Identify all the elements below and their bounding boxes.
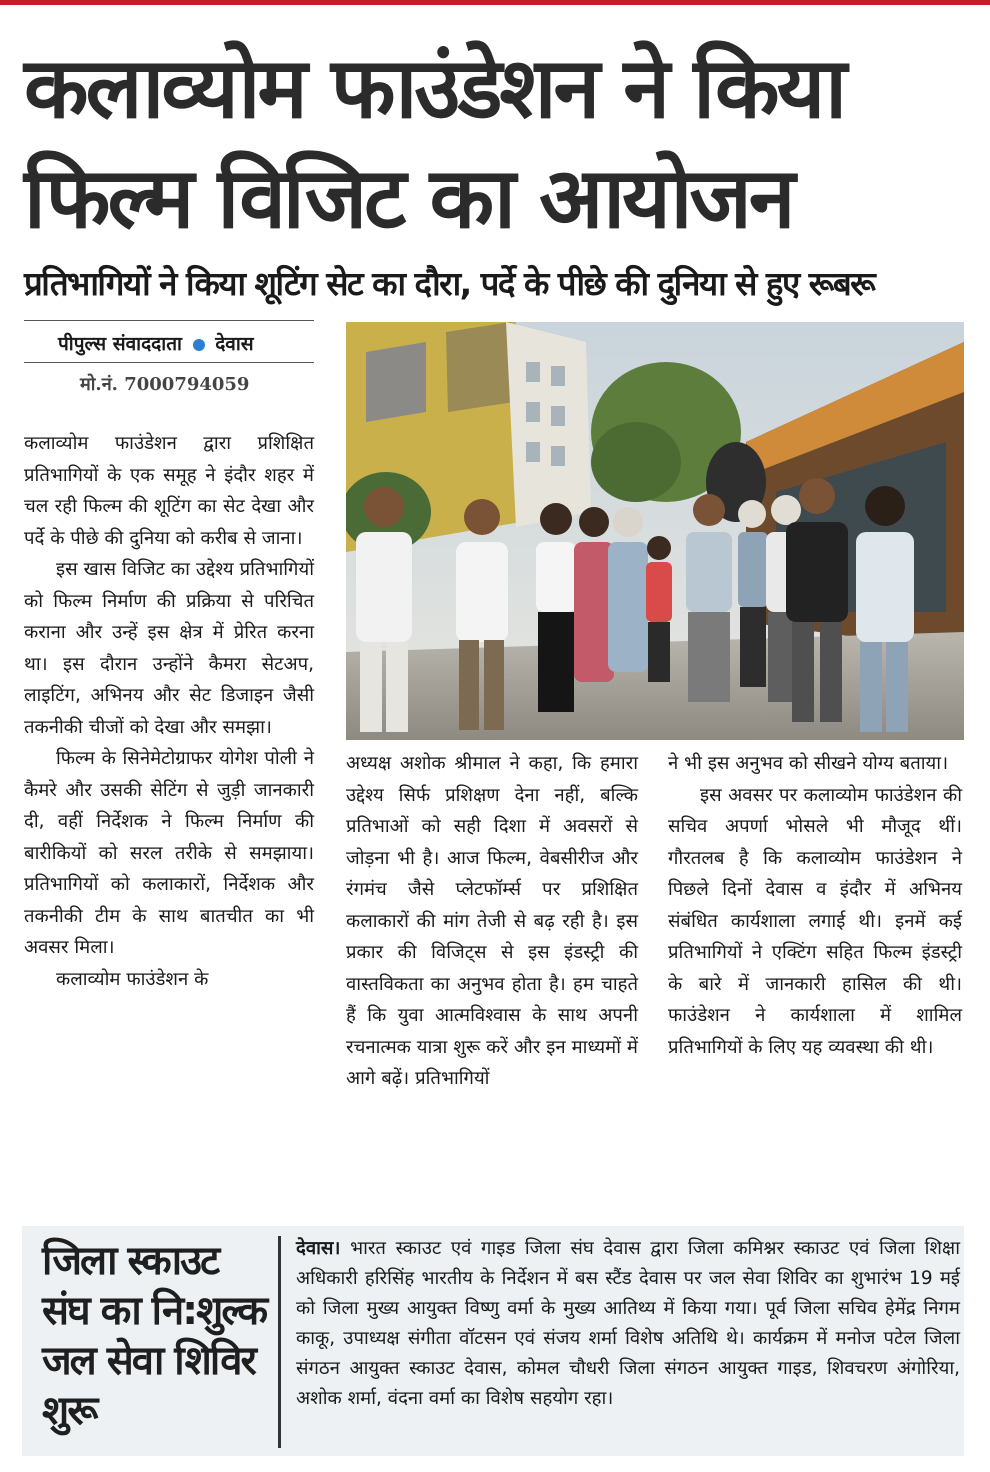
reporter-name: पीपुल्स संवाददाता	[58, 333, 182, 355]
paragraph: इस अवसर पर कलाव्योम फाउंडेशन की सचिव अपर्णा भोसले भी मौजूद थीं। गौरतलब है कि कलाव्योम फाउंडेशन ने पिछले दिनों देवास व इंदौर में अभिनय संबंधित कार्यशाला लगाई थी। इनमें कई प्रतिभागियों ने एक्टिंग सहित फिल्म इंडस्ट्री के बारे में जानकारी हासिल की थी। फाउंडेशन ने कार्यशाला में शामिल प्रतिभागियों के लिए यह व्यवस्था की थी।	[668, 784, 962, 1058]
brief-text: भारत स्काउट एवं गाइड जिला संघ देवास द्वारा जिला कमिश्नर स्काउट एवं जिला शिक्षा अधिकारी हरिसिंह भारतीय के निर्देशन में बस स्टैंड देवास पर जल सेवा शिविर का शुभारंभ 19 मई को जिला मुख्य आयुक्त विष्णु वर्मा के मुख्य आतिथ्य में किया गया। पूर्व जिला सचिव हेमेंद्र निगम काकू, उपाध्यक्ष संगीता वॉटसन एवं संजय शर्मा विशेष अतिथि थे। कार्यक्रम में मनोज पटेल जिला संगठन आयुक्त स्काउट देवास, कोमल चौधरी जिला संगठन आयुक्त गाइड, शिवचरण अंगोरिया, अशोक शर्मा, वंदना वर्मा का विशेष सहयोग रहा।	[296, 1238, 960, 1409]
byline-dot-icon	[193, 339, 205, 351]
byline	[58, 330, 254, 358]
brief-divider	[278, 1236, 281, 1448]
subheadline: प्रतिभागियों ने किया शूटिंग सेट का दौरा, पर्दे के पीछे की दुनिया से हुए रूबरू	[24, 264, 875, 303]
group-photo	[346, 322, 964, 740]
article-column-2	[346, 748, 638, 1095]
byline-city: देवास	[215, 333, 254, 355]
paragraph: कलाव्योम फाउंडेशन द्वारा प्रशिक्षित प्रतिभागियों के एक समूह ने इंदौर शहर में चल रही फिल्म की शूटिंग का सेट देखा और पर्दे के पीछे की दुनिया को करीब से जाना।	[24, 433, 314, 549]
article-column-1	[24, 428, 314, 995]
byline-bottom-rule	[24, 362, 314, 363]
paragraph: अध्यक्ष अशोक श्रीमाल ने कहा, कि हमारा उद्देश्य सिर्फ प्रशिक्षण देना नहीं, बल्कि प्रतिभाओं को सही दिशा में अवसरों से जोड़ना भी है। आज फिल्म, वेबसीरीज और रंगमंच जैसे प्लेटफॉर्म्स पर प्रशिक्षित कलाकारों की मांग तेजी से बढ़ रही है। इस प्रकार की विजिट्स से इस इंडस्ट्री की वास्तविकता का अनुभव होता है। हम चाहते हैं कि युवा आत्मविश्वास के साथ अपनी रचनात्मक यात्रा शुरू करें और इन माध्यमों में आगे बढ़ें। प्रतिभागियों	[346, 753, 638, 1089]
top-red-rule	[0, 0, 990, 5]
brief-body	[296, 1234, 960, 1414]
reporter-phone: मो.नं. 7000794059	[80, 374, 250, 395]
headline-line-1: कलाव्योम फाउंडेशन ने किया	[24, 39, 844, 137]
headline-line-2: फिल्म विजिट का आयोजन	[24, 149, 793, 247]
paragraph: कलाव्योम फाउंडेशन के	[56, 968, 209, 990]
brief-title: जिला स्काउट संघ का नि:शुल्क जल सेवा शिविर शुरू	[42, 1238, 267, 1434]
paragraph: इस खास विजिट का उद्देश्य प्रतिभागियों को फिल्म निर्माण की प्रक्रिया से परिचित कराना और उन्हें इस क्षेत्र में प्रेरित करना था। इस दौरान उन्होंने कैमरा सेटअप, लाइटिंग, अभिनय और सेट डिजाइन जैसी तकनीकी चीजों को देखा और समझा।	[24, 559, 314, 738]
byline-top-rule	[24, 320, 314, 321]
group-photo-image	[346, 322, 964, 740]
brief-dateline: देवास।	[296, 1238, 341, 1259]
paragraph: ने भी इस अनुभव को सीखने योग्य बताया।	[668, 753, 949, 774]
paragraph: फिल्म के सिनेमेटोग्राफर योगेश पोली ने कैमरे और उसकी सेटिंग से जुड़ी जानकारी दी, वहीं निर्देशक ने फिल्म निर्माण की बारीकियों को सरल तरीके से समझाया। प्रतिभागियों को कलाकारों, निर्देशक और तकनीकी टीम के साथ बातचीत का भी अवसर मिला।	[24, 748, 314, 958]
article-column-3	[668, 748, 962, 1063]
